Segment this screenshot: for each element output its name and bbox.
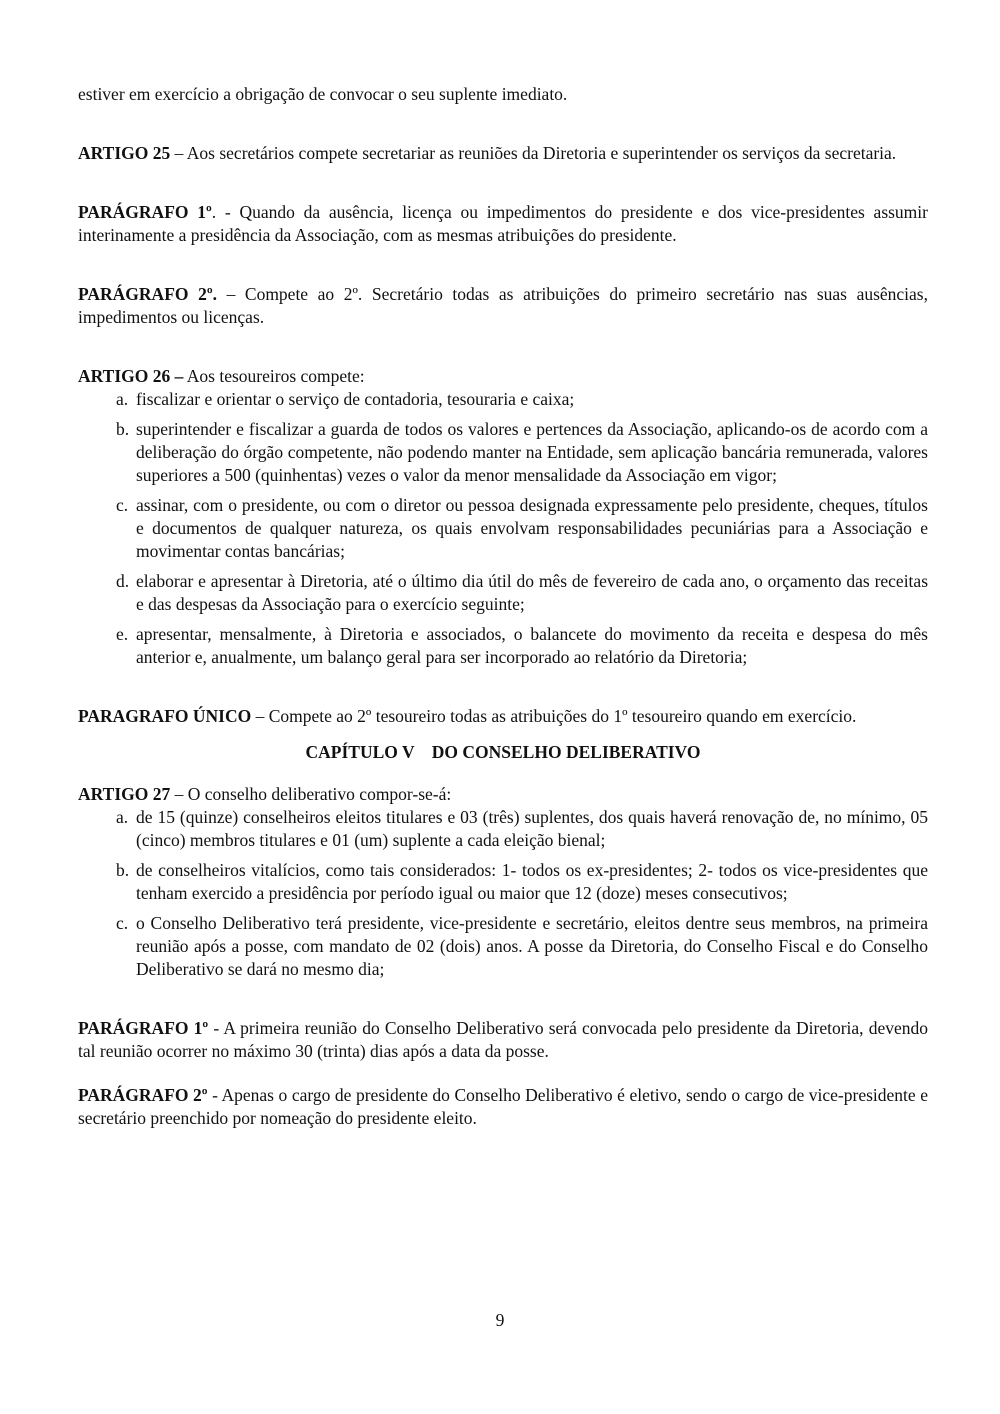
- list-item: [78, 912, 928, 981]
- article-27-text: – O conselho deliberativo compor-se-á:: [170, 784, 452, 804]
- article-27-paragraph-2: [78, 1084, 928, 1130]
- list-marker: b.: [116, 860, 130, 880]
- paragraph-text: - A primeira reunião do Conselho Deliberativo será convocada pelo presidente da Diretoria, devendo tal reunião ocorrer no máximo 30 (trinta) dias após a data da posse.: [78, 1018, 928, 1061]
- list-marker: a.: [116, 807, 129, 827]
- list-marker: d.: [116, 571, 130, 591]
- article-27-paragraph-1: [78, 1017, 928, 1063]
- list-item: [78, 859, 928, 905]
- paragraph-heading: PARÁGRAFO 1º: [78, 1018, 209, 1038]
- intro-paragraph: estiver em exercício a obrigação de convocar o seu suplente imediato.: [78, 84, 568, 104]
- article-25-heading: ARTIGO 25: [78, 143, 171, 163]
- article-25-paragraph-1: [78, 201, 928, 247]
- article-26-heading: ARTIGO 26 –: [78, 366, 184, 386]
- paragraph-text: – Compete ao 2º. Secretário todas as atribuições do primeiro secretário nas suas ausências, impedimentos ou licenças.: [78, 284, 928, 327]
- list-item-text: de 15 (quinze) conselheiros eleitos titulares e 03 (três) suplentes, dos quais haverá renovação de, no mínimo, 05 (cinco) membros titulares e 01 (um) suplente a cada eleição bienal;: [136, 807, 928, 850]
- list-item: [78, 570, 928, 616]
- paragraph-heading: PARÁGRAFO 1º: [78, 202, 212, 222]
- article-25: [78, 142, 928, 165]
- chapter-heading: CAPÍTULO V DO CONSELHO DELIBERATIVO: [305, 742, 701, 762]
- list-item: [78, 388, 928, 411]
- article-27-heading: ARTIGO 27: [78, 784, 171, 804]
- list-item-text: elaborar e apresentar à Diretoria, até o último dia útil do mês de fevereiro de cada ano, o orçamento das receitas e das despesas da Associação para o exercício seguinte;: [136, 571, 928, 614]
- list-marker: b.: [116, 419, 130, 439]
- list-item: [78, 806, 928, 852]
- paragraph-heading: PARÁGRAFO 2º.: [78, 284, 217, 304]
- list-item: [78, 418, 928, 487]
- article-25-text: – Aos secretários compete secretariar as reuniões da Diretoria e superintender os serviços da secretaria.: [170, 143, 897, 163]
- page-number: 9: [495, 1310, 505, 1330]
- list-item-text: assinar, com o presidente, ou com o diretor ou pessoa designada expressamente pelo presidente, cheques, títulos e documentos de qualquer natureza, os quais envolvam responsabilidades pecuniárias para a Associação e movimentar contas bancárias;: [136, 495, 928, 561]
- article-25-paragraph-2: [78, 283, 928, 329]
- list-item-text: apresentar, mensalmente, à Diretoria e associados, o balancete do movimento da receita e despesa do mês anterior e, anualmente, um balanço geral para ser incorporado ao relatório da Diretoria;: [136, 624, 928, 667]
- list-item-text: fiscalizar e orientar o serviço de contadoria, tesouraria e caixa;: [136, 389, 575, 409]
- list-item-text: o Conselho Deliberativo terá presidente, vice-presidente e secretário, eleitos dentre seus membros, na primeira reunião após a posse, com mandato de 02 (dois) anos. A posse da Diretoria, do Conselho Fiscal e do Conselho Deliberativo se dará no mesmo dia;: [136, 913, 928, 979]
- paragraph-heading: PARÁGRAFO 2º: [78, 1085, 208, 1105]
- list-item-text: superintender e fiscalizar a guarda de todos os valores e pertences da Associação, aplicando-os de acordo com a deliberação do órgão competente, não podendo manter na Entidade, sem aplicação bancária remunerada, valores superiores a 500 (quinhentas) vezes o valor da menor mensalidade da Associação em vigor;: [136, 419, 928, 485]
- article-26-list: [78, 388, 928, 669]
- paragraph-text: – Compete ao 2º tesoureiro todas as atribuições do 1º tesoureiro quando em exercício.: [251, 706, 857, 726]
- list-marker: c.: [116, 913, 129, 933]
- list-marker: e.: [116, 624, 129, 644]
- article-26: [78, 365, 928, 388]
- list-item: [78, 494, 928, 563]
- paragraph-text: . - Quando da ausência, licença ou impedimentos do presidente e dos vice-presidentes assumir interinamente a presidência da Associação, com as mesmas atribuições do presidente.: [78, 202, 928, 245]
- list-item: [78, 623, 928, 669]
- list-marker: a.: [116, 389, 129, 409]
- article-26-sole-paragraph: [78, 705, 928, 728]
- article-27-list: [78, 806, 928, 981]
- document-page: [78, 83, 928, 1166]
- list-item-text: de conselheiros vitalícios, como tais considerados: 1- todos os ex-presidentes; 2- todos os vice-presidentes que tenham exercido a presidência por período igual ou maior que 12 (doze) meses consecutivos;: [136, 860, 928, 903]
- list-marker: c.: [116, 495, 129, 515]
- paragraph-heading: PARAGRAFO ÚNICO: [78, 706, 252, 726]
- paragraph-text: - Apenas o cargo de presidente do Conselho Deliberativo é eletivo, sendo o cargo de vice-presidente e secretário preenchido por nomeação do presidente eleito.: [78, 1085, 928, 1128]
- article-27: [78, 783, 928, 806]
- article-26-text: Aos tesoureiros compete:: [183, 366, 365, 386]
